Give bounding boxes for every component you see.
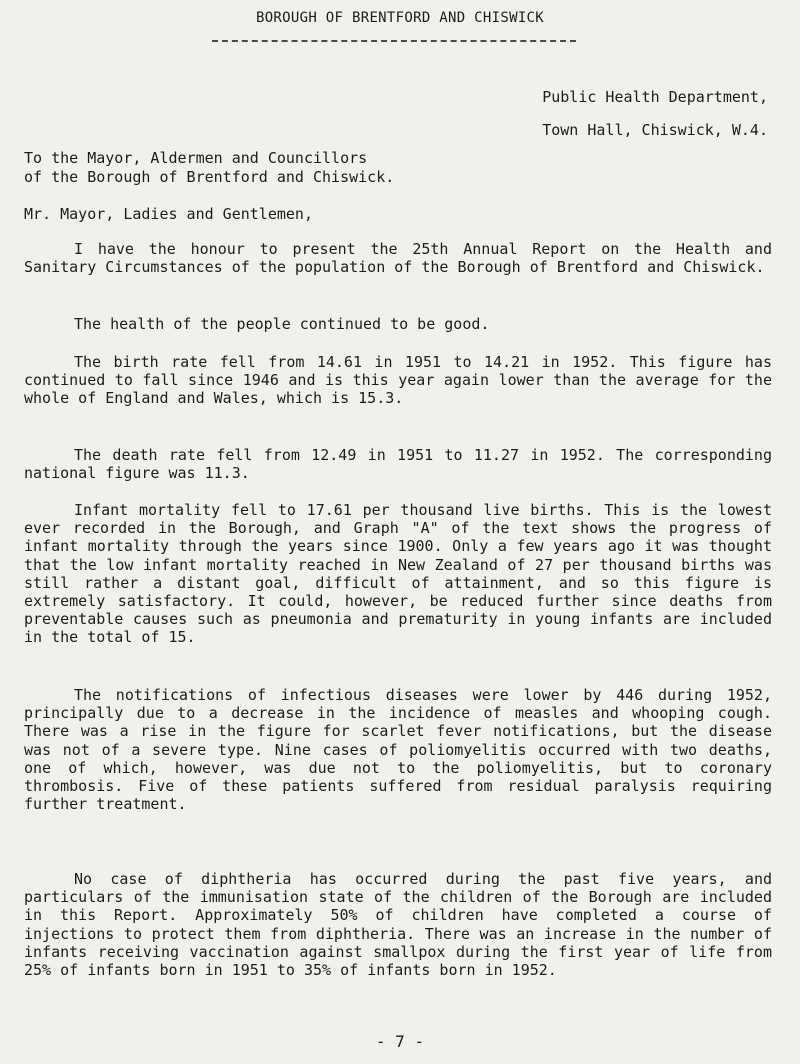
paragraph-infectious-diseases: The notifications of infectious diseases were lower by 446 during 1952, principally due to a decrease in the incidence of measles and whooping cough. There was a rise in the figure for scarlet fever notifications, but the disease was not of a severe type. Nine cases of poliomyelitis occurred with two deaths, one of which, however, was due not to the poliomyelitis, but to coronary thrombosis. Five of these patients suffered from residual paralysis requiring further treatment. [24, 686, 772, 814]
paragraph-death-rate: The death rate fell from 12.49 in 1951 to 11.27 in 1952. The corresponding national figure was 11.3. [24, 446, 772, 483]
title-underline [212, 40, 576, 42]
paragraph-birth-rate: The birth rate fell from 14.61 in 1951 to 14.21 in 1952. This figure has continued to fall since 1946 and is this year again lower than the average for the whole of England and Wales, which is 15.3. [24, 353, 772, 408]
page-number: - 7 - [375, 1032, 425, 1051]
department-line: Public Health Department, [542, 88, 768, 106]
address-line: Town Hall, Chiswick, W.4. [542, 121, 768, 139]
paragraph-infant-mortality: Infant mortality fell to 17.61 per thousand live births. This is the lowest ever recorded in the Borough, and Graph "A" of the text shows the progress of infant mortality through the years since 1900. Only a few years ago it was thought that the low infant mortality reached in New Zealand of 27 per thousand births was still rather a distant goal, difficult of attainment, and so this figure is extremely satisfactory. It could, however, be reduced further since deaths from preventable causes such as pneumonia and prematurity in young infants are included in the total of 15. [24, 501, 772, 647]
paragraph-intro: I have the honour to present the 25th Annual Report on the Health and Sanitary Circumstances of the population of the Borough of Brentford and Chiswick. [24, 240, 772, 277]
addressee-line-2: of the Borough of Brentford and Chiswick. [24, 168, 395, 186]
greeting-line: Mr. Mayor, Ladies and Gentlemen, [24, 205, 313, 223]
report-title: BOROUGH OF BRENTFORD AND CHISWICK [255, 10, 545, 26]
paragraph-diphtheria: No case of diphtheria has occurred during the past five years, and particulars of the immunisation state of the children of the Borough are included in this Report. Approximately 50% of children have completed a course of injections to protect them from diphtheria. There was an increase in the number of infants receiving vaccination against smallpox during the first year of life from 25% of infants born in 1951 to 35% of infants born in 1952. [24, 870, 772, 980]
paragraph-health: The health of the people continued to be good. [74, 315, 490, 333]
addressee-line-1: To the Mayor, Aldermen and Councillors [24, 149, 368, 167]
